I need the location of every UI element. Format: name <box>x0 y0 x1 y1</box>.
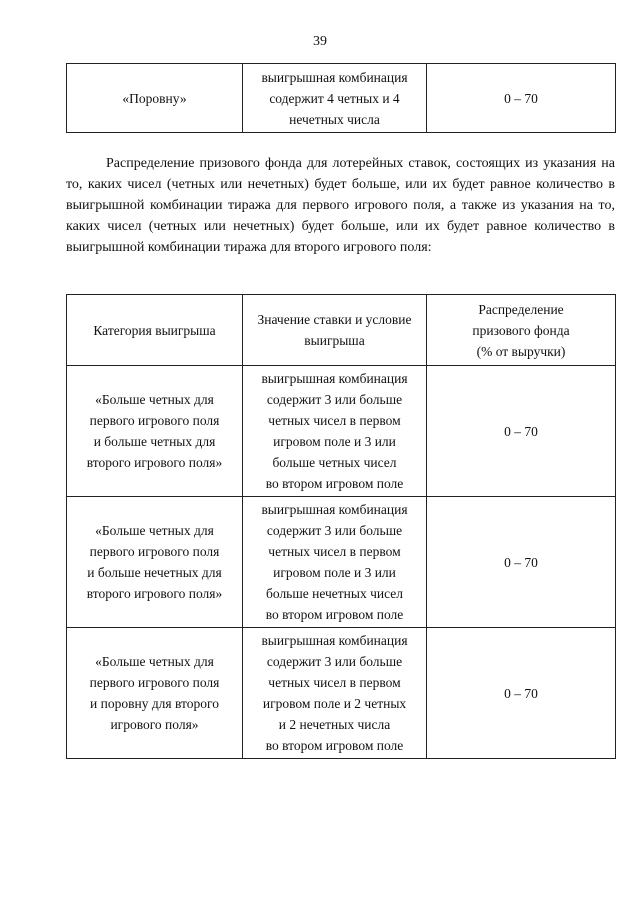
page-number: 39 <box>313 34 327 49</box>
condition-cell: выигрышная комбинация содержит 4 четных и 4 нечетных числа <box>243 64 427 133</box>
distribution-cell: 0 – 70 <box>427 64 616 133</box>
table-row <box>67 497 616 628</box>
table-row <box>67 628 616 759</box>
category-cell: «Больше четных для первого игрового поля и поровну для второго игрового поля» <box>67 628 243 759</box>
table-row <box>67 366 616 497</box>
category-cell: «Поровну» <box>67 64 243 133</box>
top-table <box>66 63 616 133</box>
condition-cell: выигрышная комбинация содержит 3 или больше четных чисел в первом игровом поле и 3 или больше четных чисел во втором игровом поле <box>243 366 427 497</box>
category-cell: «Больше четных для первого игрового поля и больше нечетных для второго игрового поля» <box>67 497 243 628</box>
condition-cell: выигрышная комбинация содержит 3 или больше четных чисел в первом игровом поле и 2 четных и 2 нечетных числа во втором игровом поле <box>243 628 427 759</box>
distribution-cell: 0 – 70 <box>427 366 616 497</box>
prize-distribution-table <box>66 294 616 759</box>
header-category: Категория выигрыша <box>67 295 243 366</box>
condition-cell: выигрышная комбинация содержит 3 или больше четных чисел в первом игровом поле и 3 или больше нечетных чисел во втором игровом поле <box>243 497 427 628</box>
distribution-cell: 0 – 70 <box>427 497 616 628</box>
table-header-row <box>67 295 616 366</box>
header-distribution: Распределение призового фонда (% от выручки) <box>427 295 616 366</box>
distribution-cell: 0 – 70 <box>427 628 616 759</box>
category-cell: «Больше четных для первого игрового поля и больше четных для второго игрового поля» <box>67 366 243 497</box>
body-paragraph: Распределение призового фонда для лотерейных ставок, состоящих из указания на то, каких чисел (четных или нечетных) будет больше, или их будет равное количество в выигрышной комбинации тиража для первого игрового поля, а также из указания на то, каких чисел (четных или нечетных) будет больше, или их будет равное количество в выигрышной комбинации тиража для второго игрового поля: <box>66 156 615 255</box>
table-row <box>67 64 616 133</box>
header-condition: Значение ставки и условие выигрыша <box>243 295 427 366</box>
